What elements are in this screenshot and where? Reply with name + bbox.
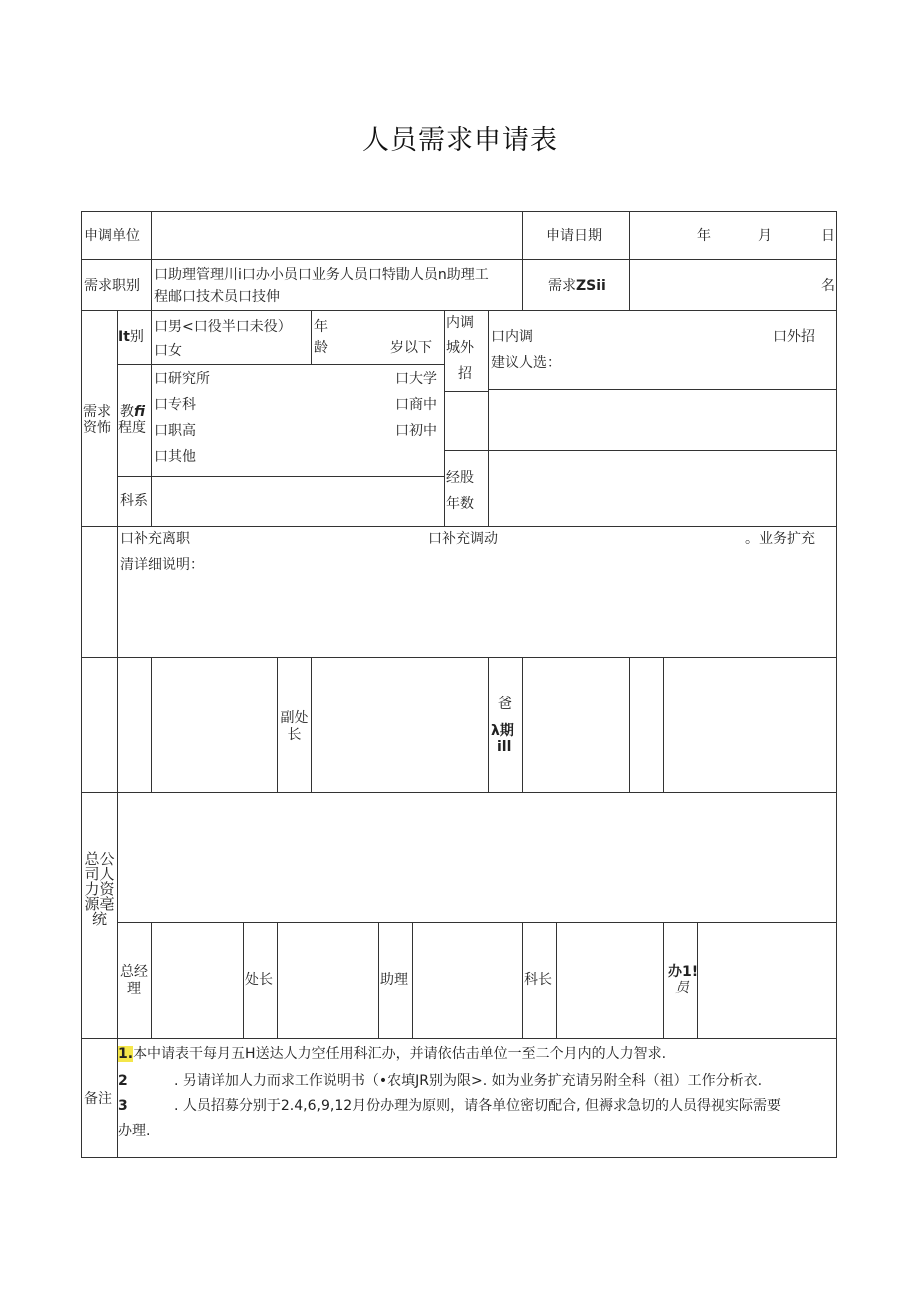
note-text: . 人员招募分别于2.4,6,9,12月份办理为原则，请各单位密切配合, 但褥求急切的人员得视实际需要 <box>174 1098 782 1114</box>
col-line <box>488 657 489 792</box>
position-options: 口助理管理川i口办小员口业务人员口特勖人员n助理工 <box>154 267 489 283</box>
gender-female-option: 口女 <box>154 343 182 359</box>
education-label: 程度 <box>118 420 146 436</box>
education-label-code: fi <box>134 404 146 420</box>
col-line <box>522 211 523 310</box>
col-line <box>378 922 379 1038</box>
education-option: 口专科 <box>154 397 196 413</box>
col-line <box>522 922 523 1038</box>
col-line <box>151 922 152 1038</box>
recruit-internal-option: 口内调 <box>491 329 533 345</box>
note-text: . 另请详加人力而求工作说明书（•农填JR别为限>. 如为业务扩充请另附全科（祖）工作分析衣. <box>174 1073 763 1089</box>
clerk-label: 员 <box>675 980 689 996</box>
note-item-2 <box>118 1071 762 1091</box>
education-option: 口其他 <box>154 449 196 465</box>
col-line <box>277 922 278 1038</box>
row-line <box>81 259 837 260</box>
count-label-code: ZSii <box>576 278 606 294</box>
clerk-label: 办1! <box>668 964 699 980</box>
row-line <box>444 391 488 392</box>
sign-date-label: 爸 <box>498 696 512 712</box>
col-line <box>243 922 244 1038</box>
note-item-3-continued: 办理. <box>118 1123 151 1139</box>
age-label: 龄 <box>314 340 328 356</box>
note-number: 3 <box>118 1098 128 1114</box>
assistant-label: 助理 <box>380 972 408 988</box>
col-line <box>444 310 445 526</box>
col-line <box>629 657 630 792</box>
count-label-text: 需求 <box>548 278 576 294</box>
hr-department-label: 总公司人力资源亳统 <box>84 850 115 928</box>
qualification-label: 资怖 <box>83 420 111 436</box>
age-label: 年 <box>314 319 328 335</box>
row-line <box>81 1038 837 1039</box>
deputy-director-label: 副处长 <box>280 710 309 743</box>
row-line <box>117 476 444 477</box>
row-line <box>81 526 837 527</box>
page-title: 人员需求申请表 <box>362 125 558 156</box>
col-line <box>311 310 312 364</box>
sign-date-label: ill <box>497 739 512 755</box>
recruit-external-option: 口外招 <box>773 329 815 345</box>
col-line <box>311 657 312 792</box>
note-item-3 <box>118 1096 781 1116</box>
col-line <box>629 211 630 310</box>
education-option: 口研究所 <box>154 371 210 387</box>
count-label <box>548 276 606 296</box>
general-manager-label: 总经理 <box>120 964 148 997</box>
row-line <box>117 364 444 365</box>
education-option: 口商中 <box>395 397 437 413</box>
gender-male-option: 口男<口役半口未役） <box>154 319 292 335</box>
experience-label: 经股 <box>446 470 474 486</box>
note-number: 2 <box>118 1073 128 1089</box>
suggested-candidate-label: 建议人选： <box>491 355 561 371</box>
education-option: 口大学 <box>395 371 437 387</box>
reason-option-expansion: 。业务扩充 <box>745 531 815 547</box>
sign-date-label: λ期 <box>491 723 514 739</box>
recruit-label: 城外 <box>446 340 474 356</box>
section-chief-label: 科长 <box>524 972 552 988</box>
qualification-label: 需求 <box>83 404 111 420</box>
row-line <box>444 450 837 451</box>
age-value: 岁以下 <box>390 340 432 356</box>
col-line <box>277 657 278 792</box>
row-line <box>488 389 837 390</box>
col-line <box>151 211 152 310</box>
border-right <box>836 211 837 1158</box>
col-line <box>412 922 413 1038</box>
col-line <box>556 922 557 1038</box>
note-item-1 <box>118 1044 666 1064</box>
unit-label: 申调单位 <box>84 228 140 244</box>
notes-label: 备注 <box>84 1091 112 1107</box>
count-suffix: 名 <box>821 278 835 294</box>
col-line <box>151 310 152 526</box>
col-line <box>488 310 489 526</box>
row-line <box>81 657 837 658</box>
day-label: 日 <box>821 228 835 244</box>
row-line <box>81 792 837 793</box>
experience-label: 年数 <box>446 496 474 512</box>
director-label: 处长 <box>245 972 273 988</box>
position-options: 程邮口技术员口技伸 <box>154 289 280 305</box>
date-label: 申请日期 <box>546 228 602 244</box>
education-option: 口职高 <box>154 423 196 439</box>
position-label: 需求职别 <box>84 278 140 294</box>
col-line <box>151 657 152 792</box>
note-number: 1. <box>118 1046 134 1062</box>
gender-label-text: 别 <box>129 329 144 345</box>
education-option: 口初中 <box>395 423 437 439</box>
note-text: 本中请表干每月五H送达人力空任用科汇办，并请依估击单位一至二个月内的人力智求. <box>133 1046 667 1062</box>
reason-option-transfer: 口补充调动 <box>428 531 498 547</box>
recruit-label: 内调 <box>446 315 474 331</box>
col-line <box>663 922 664 1038</box>
gender-label-code: It <box>118 329 130 345</box>
gender-label <box>118 327 144 347</box>
reason-detail-label: 清详细说明： <box>120 557 204 573</box>
month-label: 月 <box>758 228 772 244</box>
reason-option-resignation: 口补充离职 <box>120 531 190 547</box>
border-bottom <box>81 1157 837 1158</box>
row-line <box>117 922 837 923</box>
col-line <box>522 657 523 792</box>
recruit-label: 招 <box>458 366 472 382</box>
major-label: 科系 <box>120 493 148 509</box>
col-line <box>663 657 664 792</box>
border-left <box>81 211 82 1158</box>
border-top <box>81 211 837 212</box>
education-label-text: 教 <box>120 404 134 420</box>
year-label: 年 <box>697 228 711 244</box>
row-line <box>81 310 837 311</box>
